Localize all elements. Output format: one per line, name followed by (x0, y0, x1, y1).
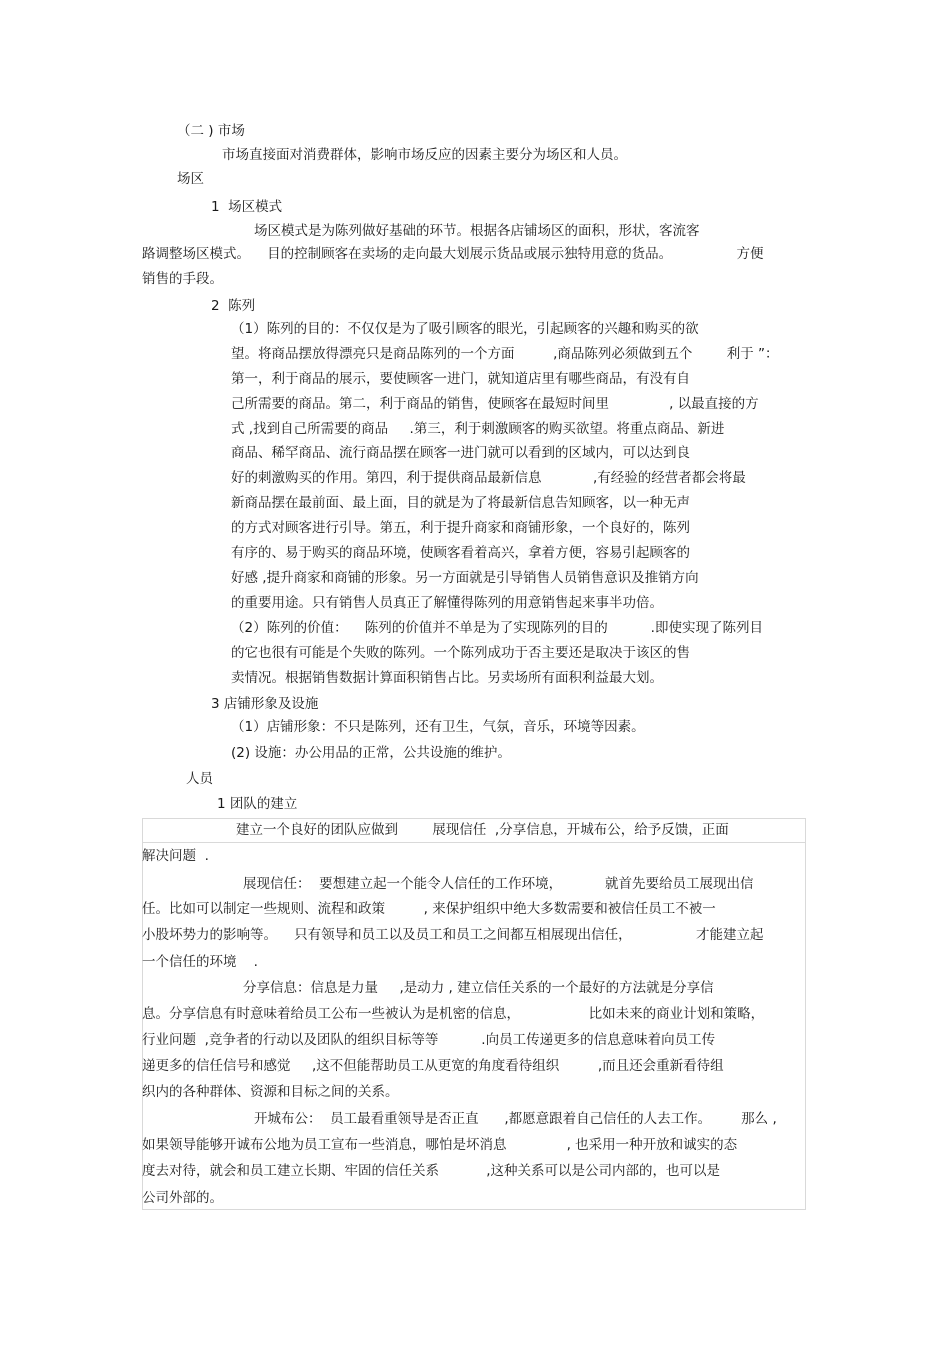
paragraph-line: 场区模式是为陈列做好基础的环节。根据各店铺场区的面积，形状，客流客 (254, 223, 700, 239)
paragraph-line: 路调整场区模式。 目的控制顾客在卖场的走向最大划展示货品或展示独特用意的货品。 方便 (142, 246, 764, 262)
paragraph-line: 递更多的信任信号和感觉 ,这不但能帮助员工从更宽的角度看待组织 ,而且还会重新看待组 (142, 1058, 724, 1074)
paragraph-line: 公司外部的。 (142, 1190, 223, 1206)
paragraph-line: 式 ,找到自己所需要的商品 .第三，利于刺激顾客的购买欲望。将重点商品、新进 (231, 421, 725, 437)
paragraph-line: 的它也很有可能是个失败的陈列。一个陈列成功于否主要还是取决于该区的售 (231, 645, 690, 661)
paragraph-line: 如果领导能够开诚布公地为员工宣布一些消息，哪怕是坏消息 , 也采用一种开放和诚实的态 (142, 1137, 738, 1153)
section-heading-market: （二 ) 市场 (177, 123, 245, 139)
paragraph-line: 卖情况。根据销售数据计算面积销售占比。另卖场所有面积利益最大划。 (231, 670, 663, 686)
subheading-team: 1 团队的建立 (217, 796, 298, 812)
paragraph-line: 商品、稀罕商品、流行商品摆在顾客一进门就可以看到的区域内，可以达到良 (231, 445, 690, 461)
paragraph-line: 开城布公： 员工最看重领导是否正直 ,都愿意跟着自己信任的人去工作。 那么 , (254, 1111, 777, 1127)
paragraph-line: (2) 设施：办公用品的正常，公共设施的维护。 (231, 745, 511, 761)
paragraph-line: 行业问题 ,竞争者的行动以及团队的组织目标等等 .向员工传递更多的信息意味着向员工传 (142, 1032, 716, 1048)
paragraph-line: （2）陈列的价值： 陈列的价值并不单是为了实现陈列的目的 .即使实现了陈列目 (231, 620, 763, 636)
subheading-store-image: 3 店铺形象及设施 (211, 696, 319, 712)
paragraph-line: 销售的手段。 (142, 271, 223, 287)
paragraph-line: 望。将商品摆放得漂亮只是商品陈列的一个方面 ,商品陈列必须做到五个 利于 ”： (231, 346, 779, 362)
paragraph-line: 任。比如可以制定一些规则、流程和政策 , 来保护组织中绝大多数需要和被信任员工不被一 (142, 901, 716, 917)
paragraph-line: 新商品摆在最前面、最上面，目的就是为了将最新信息告知顾客，以一种无声 (231, 495, 690, 511)
paragraph-line: 好感 ,提升商家和商铺的形象。另一方面就是引导销售人员销售意识及推销方向 (231, 570, 699, 586)
paragraph-line: 一个信任的环境 . (142, 954, 258, 970)
subheading-personnel: 人员 (186, 771, 213, 787)
paragraph-line: （1）陈列的目的：不仅仅是为了吸引顾客的眼光，引起顾客的兴趣和购买的欲 (231, 321, 699, 337)
subheading-area: 场区 (177, 171, 204, 187)
paragraph-line: 好的刺激购买的作用。第四，利于提供商品最新信息 ,有经验的经营者都会将最 (231, 470, 746, 486)
paragraph-line: 织内的各种群体、资源和目标之间的关系。 (142, 1084, 399, 1100)
subheading-area-mode: 1 场区模式 (211, 199, 283, 215)
paragraph-line: 市场直接面对消费群体，影响市场反应的因素主要分为场区和人员。 (222, 147, 627, 163)
table-divider (142, 842, 806, 843)
paragraph-line: 小股坏势力的影响等。 只有领导和员工以及员工和员工之间都互相展现出信任， 才能建立起 (142, 927, 764, 943)
paragraph-line: 展现信任： 要想建立起一个能令人信任的工作环境， 就首先要给员工展现出信 (243, 876, 754, 892)
table-cell-text: 建立一个良好的团队应做到 展现信任 ,分享信息，开城布公，给予反馈，正面 (236, 822, 729, 838)
paragraph-line: 第一，利于商品的展示，要使顾客一进门，就知道店里有哪些商品，有没有自 (231, 371, 690, 387)
paragraph-line: （1）店铺形象：不只是陈列，还有卫生，气氛，音乐，环境等因素。 (231, 719, 645, 735)
paragraph-line: 分享信息：信息是力量 ,是动力 , 建立信任关系的一个最好的方法就是分享信 (243, 980, 714, 996)
paragraph-line: 己所需要的商品。第二，利于商品的销售，使顾客在最短时间里 , 以最直接的方 (231, 396, 759, 412)
paragraph-line: 的方式对顾客进行引导。第五，利于提升商家和商铺形象，一个良好的，陈列 (231, 520, 690, 536)
paragraph-line: 解决问题 . (142, 848, 209, 864)
paragraph-line: 的重要用途。只有销售人员真正了解懂得陈列的用意销售起来事半功倍。 (231, 595, 663, 611)
paragraph-line: 度去对待，就会和员工建立长期、牢固的信任关系 ,这种关系可以是公司内部的，也可以是 (142, 1163, 720, 1179)
paragraph-line: 有序的、易于购买的商品环境，使顾客看着高兴，拿着方便，容易引起顾客的 (231, 545, 690, 561)
subheading-display: 2 陈列 (211, 298, 256, 314)
paragraph-line: 息。分享信息有时意味着给员工公布一些被认为是机密的信息， 比如未来的商业计划和策略， (142, 1006, 765, 1022)
